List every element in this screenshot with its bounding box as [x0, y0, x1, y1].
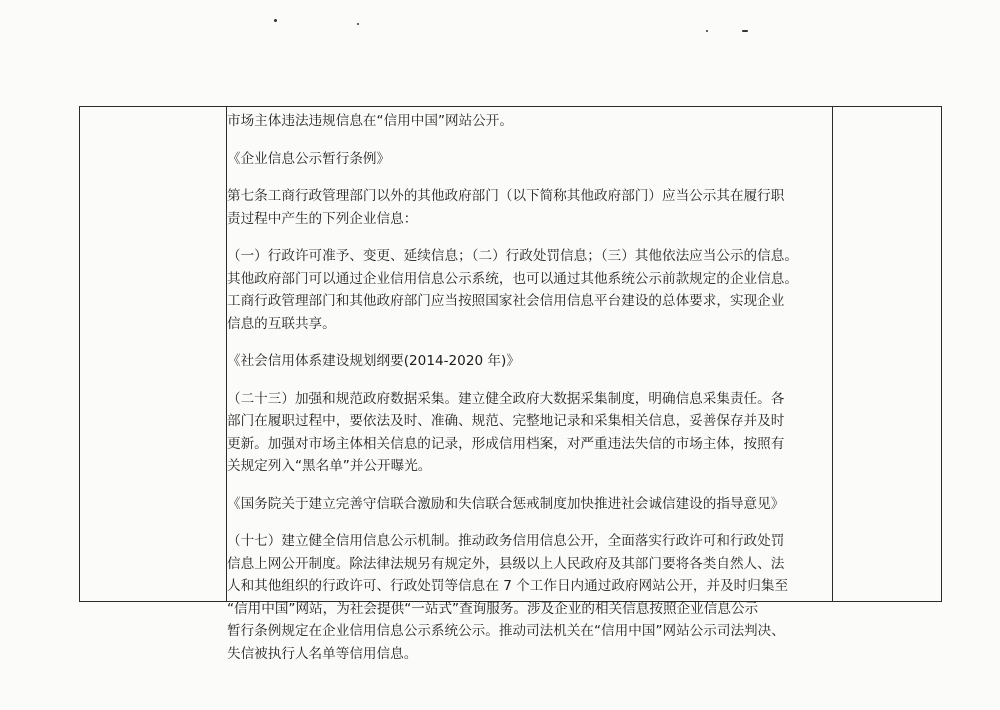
section-title: 《国务院关于建立完善守信联合激励和失信联合惩戒制度加快推进社会诚信建设的指导意见》	[227, 495, 785, 512]
text-line: 人和其他组织的行政许可、行政处罚等信息在 7 个工作日内通过政府网站公开，并及时归集至	[227, 578, 789, 594]
text-line: 工商行政管理部门和其他政府部门应当按照国家社会信用信息平台建设的总体要求，实现企业	[227, 293, 785, 309]
section-title: 《企业信息公示暂行条例》	[227, 150, 391, 167]
text-line: 关规定列入“黑名单”并公开曝光。	[227, 458, 432, 474]
text-line: 暂行条例规定在企业信用信息公示系统公示。推动司法机关在“信用中国”网站公示司法判决、	[227, 623, 785, 639]
text-line: “信用中国”网站，为社会提供“一站式”查询服务。涉及企业的相关信息按照企业信息公示	[227, 600, 759, 617]
text-line: 市场主体违法违规信息在“信用中国”网站公开。	[227, 113, 513, 129]
text-line: （二十三）加强和规范政府数据采集。建立健全政府大数据采集制度，明确信息采集责任。各	[227, 390, 785, 407]
text-line: 信息的互联共享。	[227, 315, 336, 332]
text-line: 其他政府部门可以通过企业信用信息公示系统，也可以通过其他系统公示前款规定的企业信息。	[227, 270, 798, 287]
document-table	[79, 106, 942, 662]
table-column-divider	[832, 107, 833, 601]
scan-speck	[274, 19, 277, 22]
text-line: 部门在履职过程中，要依法及时、准确、规范、完整地记录和采集相关信息，妥善保存并及时	[227, 413, 785, 429]
text-line: 第七条工商行政管理部门以外的其他政府部门（以下简称其他政府部门）应当公示其在履行职	[227, 188, 785, 204]
text-line: 责过程中产生的下列企业信息：	[227, 210, 418, 227]
text-line: 信息上网公开制度。除法律法规另有规定外，县级以上人民政府及其部门要将各类自然人、法	[227, 555, 785, 572]
text-line: 更新。加强对市场主体相关信息的记录，形成信用档案，对严重违法失信的市场主体，按照有	[227, 435, 785, 452]
text-line: （一）行政许可准予、变更、延续信息；（二）行政处罚信息；（三）其他依法应当公示的信息。	[227, 248, 798, 264]
content-cell	[227, 107, 830, 665]
text-line: （十七）建立健全信用信息公示机制。推动政务信用信息公开，全面落实行政许可和行政处罚	[227, 533, 785, 549]
section-title: 《社会信用体系建设规划纲要(2014-2020 年)》	[227, 353, 520, 369]
text-line: 失信被执行人名单等信用信息。	[227, 645, 418, 662]
scan-speck	[706, 30, 708, 32]
scan-speck	[742, 30, 748, 32]
scan-speck	[357, 23, 359, 25]
